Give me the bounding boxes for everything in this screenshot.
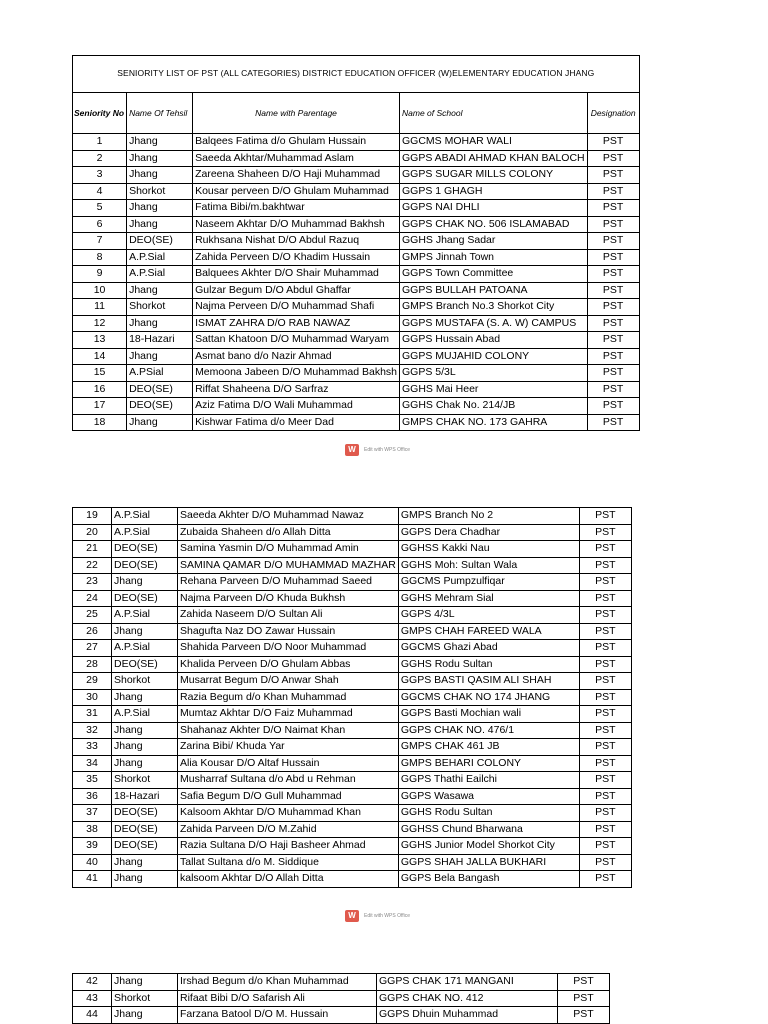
cell-seniority-no: 23 — [73, 574, 112, 591]
cell-seniority-no: 14 — [73, 348, 127, 365]
cell-designation: PST — [579, 805, 631, 822]
cell-school: GGPS Town Committee — [400, 266, 588, 283]
cell-school: GMPS CHAK 461 JB — [398, 739, 579, 756]
cell-seniority-no: 24 — [73, 590, 112, 607]
table-row — [73, 233, 640, 250]
cell-seniority-no: 16 — [73, 381, 127, 398]
wps-watermark-1 — [345, 444, 410, 456]
cell-designation: PST — [579, 722, 631, 739]
cell-designation: PST — [579, 656, 631, 673]
cell-tehsil: A.P.Sial — [127, 266, 193, 283]
cell-school: GGPS BASTI QASIM ALI SHAH — [398, 673, 579, 690]
table-row — [73, 871, 632, 888]
cell-seniority-no: 7 — [73, 233, 127, 250]
cell-tehsil: Jhang — [112, 722, 178, 739]
cell-designation: PST — [579, 871, 631, 888]
table-row — [73, 167, 640, 184]
cell-tehsil: DEO(SE) — [112, 590, 178, 607]
cell-name: Saeeda Akhtar/Muhammad Aslam — [193, 150, 400, 167]
table-row — [73, 739, 632, 756]
table-header-row — [73, 93, 640, 134]
cell-designation: PST — [579, 541, 631, 558]
table-row — [73, 414, 640, 431]
cell-seniority-no: 40 — [73, 854, 112, 871]
cell-seniority-no: 13 — [73, 332, 127, 349]
cell-name: Riffat Shaheena D/O Sarfraz — [193, 381, 400, 398]
cell-tehsil: 18-Hazari — [127, 332, 193, 349]
table-row — [73, 772, 632, 789]
table-row — [73, 722, 632, 739]
cell-seniority-no: 36 — [73, 788, 112, 805]
table-row — [73, 640, 632, 657]
cell-seniority-no: 35 — [73, 772, 112, 789]
cell-tehsil: DEO(SE) — [112, 821, 178, 838]
table-row — [73, 365, 640, 382]
table-row — [73, 541, 632, 558]
cell-school: GMPS Branch No.3 Shorkot City — [400, 299, 588, 316]
cell-designation: PST — [587, 299, 639, 316]
table-row — [73, 821, 632, 838]
cell-name: Asmat bano d/o Nazir Ahmad — [193, 348, 400, 365]
cell-tehsil: A.PSial — [127, 365, 193, 382]
cell-name: Aziz Fatima D/O Wali Muhammad — [193, 398, 400, 415]
cell-designation: PST — [587, 216, 639, 233]
cell-school: GGHS Rodu Sultan — [398, 656, 579, 673]
cell-tehsil: Jhang — [112, 689, 178, 706]
table-row — [73, 689, 632, 706]
cell-name: Zahida Perveen D/O Khadim Hussain — [193, 249, 400, 266]
cell-school: GGCMS CHAK NO 174 JHANG — [398, 689, 579, 706]
cell-school: GGPS Wasawa — [398, 788, 579, 805]
cell-designation: PST — [579, 689, 631, 706]
cell-school: GGPS Hussain Abad — [400, 332, 588, 349]
cell-designation: PST — [587, 381, 639, 398]
cell-designation: PST — [587, 249, 639, 266]
cell-tehsil: Jhang — [112, 574, 178, 591]
table-row — [73, 1007, 610, 1024]
table-row — [73, 524, 632, 541]
table-row — [73, 508, 632, 525]
cell-tehsil: Shorkot — [112, 673, 178, 690]
table-row — [73, 607, 632, 624]
cell-tehsil: A.P.Sial — [112, 508, 178, 525]
seniority-table-block-3 — [72, 973, 610, 1024]
cell-school: GGHS Junior Model Shorkot City — [398, 838, 579, 855]
table-row — [73, 398, 640, 415]
cell-tehsil: Jhang — [127, 216, 193, 233]
cell-designation: PST — [587, 200, 639, 217]
cell-designation: PST — [579, 623, 631, 640]
cell-name: Irshad Begum d/o Khan Muhammad — [178, 974, 377, 991]
cell-seniority-no: 44 — [73, 1007, 112, 1024]
cell-tehsil: A.P.Sial — [112, 524, 178, 541]
table-row — [73, 755, 632, 772]
cell-designation: PST — [587, 414, 639, 431]
cell-name: Balquees Akhter D/O Shair Muhammad — [193, 266, 400, 283]
cell-designation: PST — [579, 706, 631, 723]
cell-name: Zubaida Shaheen d/o Allah Ditta — [178, 524, 399, 541]
table-row — [73, 249, 640, 266]
cell-name: Rehana Parveen D/O Muhammad Saeed — [178, 574, 399, 591]
table-row — [73, 974, 610, 991]
cell-name: Najma Perveen D/O Muhammad Shafi — [193, 299, 400, 316]
table-row — [73, 838, 632, 855]
cell-seniority-no: 31 — [73, 706, 112, 723]
cell-designation: PST — [587, 266, 639, 283]
watermark-text: Edit with WPS Office — [364, 913, 411, 919]
cell-seniority-no: 33 — [73, 739, 112, 756]
cell-name: Razia Sultana D/O Haji Basheer Ahmad — [178, 838, 399, 855]
cell-name: Balqees Fatima d/o Ghulam Hussain — [193, 134, 400, 151]
cell-seniority-no: 27 — [73, 640, 112, 657]
cell-tehsil: DEO(SE) — [127, 398, 193, 415]
table-row — [73, 557, 632, 574]
cell-school: GGHS Chak No. 214/JB — [400, 398, 588, 415]
cell-tehsil: DEO(SE) — [127, 381, 193, 398]
cell-tehsil: Jhang — [127, 414, 193, 431]
cell-designation: PST — [558, 1007, 610, 1024]
cell-designation: PST — [579, 590, 631, 607]
wps-office-icon: W — [345, 910, 359, 922]
cell-seniority-no: 5 — [73, 200, 127, 217]
cell-tehsil: DEO(SE) — [112, 656, 178, 673]
cell-tehsil: DEO(SE) — [112, 805, 178, 822]
cell-seniority-no: 42 — [73, 974, 112, 991]
cell-tehsil: A.P.Sial — [112, 607, 178, 624]
cell-school: GGHS Moh: Sultan Wala — [398, 557, 579, 574]
cell-designation: PST — [579, 574, 631, 591]
table-title: SENIORITY LIST OF PST (ALL CATEGORIES) DISTRICT EDUCATION OFFICER (W)ELEMENTARY EDUCATION JHANG — [73, 56, 640, 93]
cell-school: GGPS Dera Chadhar — [398, 524, 579, 541]
cell-seniority-no: 12 — [73, 315, 127, 332]
cell-school: GGHS Jhang Sadar — [400, 233, 588, 250]
cell-seniority-no: 6 — [73, 216, 127, 233]
cell-name: Kousar perveen D/O Ghulam Muhammad — [193, 183, 400, 200]
cell-designation: PST — [579, 739, 631, 756]
cell-designation: PST — [587, 167, 639, 184]
watermark-text: Edit with WPS Office — [364, 447, 411, 453]
cell-school: GGCMS Pumpzulfiqar — [398, 574, 579, 591]
cell-seniority-no: 26 — [73, 623, 112, 640]
cell-name: Farzana Batool D/O M. Hussain — [178, 1007, 377, 1024]
cell-name: Zahida Parveen D/O M.Zahid — [178, 821, 399, 838]
cell-seniority-no: 4 — [73, 183, 127, 200]
cell-name: Tallat Sultana d/o M. Siddique — [178, 854, 399, 871]
cell-name: kalsoom Akhtar D/O Allah Ditta — [178, 871, 399, 888]
cell-tehsil: Jhang — [112, 755, 178, 772]
table-row — [73, 299, 640, 316]
cell-seniority-no: 19 — [73, 508, 112, 525]
cell-designation: PST — [579, 821, 631, 838]
cell-name: Rukhsana Nishat D/O Abdul Razuq — [193, 233, 400, 250]
cell-school: GGPS 5/3L — [400, 365, 588, 382]
cell-tehsil: Shorkot — [112, 772, 178, 789]
cell-tehsil: Jhang — [127, 282, 193, 299]
table-row — [73, 216, 640, 233]
header-name: Name with Parentage — [193, 93, 400, 134]
wps-office-icon: W — [345, 444, 359, 456]
cell-tehsil: 18-Hazari — [112, 788, 178, 805]
cell-school: GGPS CHAK 171 MANGANI — [377, 974, 558, 991]
cell-school: GGHS Mai Heer — [400, 381, 588, 398]
table-row — [73, 854, 632, 871]
cell-seniority-no: 2 — [73, 150, 127, 167]
cell-tehsil: Jhang — [112, 871, 178, 888]
cell-name: Kalsoom Akhtar D/O Muhammad Khan — [178, 805, 399, 822]
header-tehsil: Name Of Tehsil — [127, 93, 193, 134]
cell-tehsil: Shorkot — [127, 299, 193, 316]
cell-name: Mumtaz Akhtar D/O Faiz Muhammad — [178, 706, 399, 723]
cell-seniority-no: 29 — [73, 673, 112, 690]
cell-school: GGPS MUSTAFA (S. A. W) CAMPUS — [400, 315, 588, 332]
header-designation: Designation — [587, 93, 639, 134]
cell-tehsil: DEO(SE) — [112, 541, 178, 558]
wps-watermark-2 — [345, 910, 410, 922]
cell-seniority-no: 9 — [73, 266, 127, 283]
cell-seniority-no: 21 — [73, 541, 112, 558]
table-row — [73, 656, 632, 673]
cell-seniority-no: 28 — [73, 656, 112, 673]
table-row — [73, 282, 640, 299]
cell-school: GGHSS Kakki Nau — [398, 541, 579, 558]
cell-name: Samina Yasmin D/O Muhammad Amin — [178, 541, 399, 558]
cell-seniority-no: 25 — [73, 607, 112, 624]
cell-seniority-no: 1 — [73, 134, 127, 151]
cell-name: Musarrat Begum D/O Anwar Shah — [178, 673, 399, 690]
cell-name: Alia Kousar D/O Altaf Hussain — [178, 755, 399, 772]
cell-designation: PST — [579, 838, 631, 855]
cell-name: Shagufta Naz DO Zawar Hussain — [178, 623, 399, 640]
cell-school: GGPS 4/3L — [398, 607, 579, 624]
table-row — [73, 381, 640, 398]
cell-tehsil: Shorkot — [112, 990, 178, 1007]
cell-school: GGPS 1 GHAGH — [400, 183, 588, 200]
cell-designation: PST — [579, 607, 631, 624]
cell-school: GGHSS Chund Bharwana — [398, 821, 579, 838]
cell-seniority-no: 38 — [73, 821, 112, 838]
cell-school: GGPS Dhuin Muhammad — [377, 1007, 558, 1024]
cell-seniority-no: 39 — [73, 838, 112, 855]
cell-designation: PST — [579, 788, 631, 805]
cell-school: GMPS CHAH FAREED WALA — [398, 623, 579, 640]
cell-name: Razia Begum d/o Khan Muhammad — [178, 689, 399, 706]
cell-school: GGPS Bela Bangash — [398, 871, 579, 888]
cell-school: GGPS Thathi Eailchi — [398, 772, 579, 789]
cell-tehsil: Jhang — [112, 974, 178, 991]
cell-tehsil: Jhang — [112, 739, 178, 756]
table-row — [73, 805, 632, 822]
cell-school: GMPS BEHARI COLONY — [398, 755, 579, 772]
table-row — [73, 332, 640, 349]
cell-tehsil: Jhang — [127, 134, 193, 151]
cell-tehsil: DEO(SE) — [112, 838, 178, 855]
cell-seniority-no: 37 — [73, 805, 112, 822]
cell-school: GGPS CHAK NO. 412 — [377, 990, 558, 1007]
cell-name: Sattan Khatoon D/O Muhammad Waryam — [193, 332, 400, 349]
cell-seniority-no: 43 — [73, 990, 112, 1007]
cell-name: Najma Parveen D/O Khuda Bukhsh — [178, 590, 399, 607]
table-row — [73, 590, 632, 607]
cell-tehsil: DEO(SE) — [112, 557, 178, 574]
cell-seniority-no: 10 — [73, 282, 127, 299]
table-row — [73, 266, 640, 283]
cell-school: GGPS CHAK NO. 506 ISLAMABAD — [400, 216, 588, 233]
cell-name: Rifaat Bibi D/O Safarish Ali — [178, 990, 377, 1007]
cell-designation: PST — [579, 854, 631, 871]
cell-school: GGPS BULLAH PATOANA — [400, 282, 588, 299]
cell-designation: PST — [558, 974, 610, 991]
cell-designation: PST — [587, 398, 639, 415]
cell-name: Zahida Naseem D/O Sultan Ali — [178, 607, 399, 624]
cell-seniority-no: 17 — [73, 398, 127, 415]
cell-seniority-no: 18 — [73, 414, 127, 431]
cell-tehsil: Jhang — [112, 623, 178, 640]
cell-tehsil: A.P.Sial — [112, 706, 178, 723]
cell-name: Zareena Shaheen D/O Haji Muhammad — [193, 167, 400, 184]
cell-designation: PST — [579, 640, 631, 657]
cell-name: Musharraf Sultana d/o Abd u Rehman — [178, 772, 399, 789]
table-row — [73, 315, 640, 332]
table-row — [73, 673, 632, 690]
cell-name: ISMAT ZAHRA D/O RAB NAWAZ — [193, 315, 400, 332]
cell-name: Shahida Parveen D/O Noor Muhammad — [178, 640, 399, 657]
table-row — [73, 623, 632, 640]
cell-name: Naseem Akhtar D/O Muhammad Bakhsh — [193, 216, 400, 233]
cell-school: GGPS NAI DHLI — [400, 200, 588, 217]
cell-name: Saeeda Akhter D/O Muhammad Nawaz — [178, 508, 399, 525]
cell-designation: PST — [587, 315, 639, 332]
cell-name: Zarina Bibi/ Khuda Yar — [178, 739, 399, 756]
cell-seniority-no: 15 — [73, 365, 127, 382]
cell-tehsil: Shorkot — [127, 183, 193, 200]
cell-school: GGPS SHAH JALLA BUKHARI — [398, 854, 579, 871]
cell-name: Gulzar Begum D/O Abdul Ghaffar — [193, 282, 400, 299]
cell-tehsil: Jhang — [127, 315, 193, 332]
table-row — [73, 134, 640, 151]
cell-school: GMPS Jinnah Town — [400, 249, 588, 266]
cell-designation: PST — [579, 557, 631, 574]
cell-designation: PST — [558, 990, 610, 1007]
cell-seniority-no: 22 — [73, 557, 112, 574]
cell-name: Shahanaz Akhter D/O Naimat Khan — [178, 722, 399, 739]
header-school: Name of School — [400, 93, 588, 134]
cell-seniority-no: 41 — [73, 871, 112, 888]
cell-school: GGPS CHAK NO. 476/1 — [398, 722, 579, 739]
cell-school: GGPS MUJAHID COLONY — [400, 348, 588, 365]
cell-tehsil: Jhang — [127, 150, 193, 167]
cell-designation: PST — [587, 332, 639, 349]
cell-designation: PST — [587, 348, 639, 365]
cell-school: GGHS Mehram Sial — [398, 590, 579, 607]
cell-designation: PST — [579, 673, 631, 690]
cell-seniority-no: 8 — [73, 249, 127, 266]
cell-name: Fatima Bibi/m.bakhtwar — [193, 200, 400, 217]
table-row — [73, 706, 632, 723]
table-row — [73, 150, 640, 167]
cell-designation: PST — [587, 183, 639, 200]
table-row — [73, 348, 640, 365]
seniority-table-block-2 — [72, 507, 632, 888]
cell-designation: PST — [587, 282, 639, 299]
cell-designation: PST — [579, 772, 631, 789]
cell-name: Khalida Perveen D/O Ghulam Abbas — [178, 656, 399, 673]
cell-seniority-no: 32 — [73, 722, 112, 739]
cell-designation: PST — [587, 233, 639, 250]
cell-school: GGCMS Ghazi Abad — [398, 640, 579, 657]
cell-tehsil: DEO(SE) — [127, 233, 193, 250]
seniority-table-block-1 — [72, 55, 640, 431]
table-row — [73, 990, 610, 1007]
header-seniority-no: Seniority No — [73, 93, 127, 134]
cell-tehsil: Jhang — [112, 1007, 178, 1024]
cell-designation: PST — [579, 508, 631, 525]
cell-school: GGPS SUGAR MILLS COLONY — [400, 167, 588, 184]
table-row — [73, 788, 632, 805]
cell-seniority-no: 30 — [73, 689, 112, 706]
cell-tehsil: Jhang — [127, 348, 193, 365]
cell-designation: PST — [587, 365, 639, 382]
cell-seniority-no: 3 — [73, 167, 127, 184]
cell-name: SAMINA QAMAR D/O MUHAMMAD MAZHAR — [178, 557, 399, 574]
cell-name: Safia Begum D/O Gull Muhammad — [178, 788, 399, 805]
cell-designation: PST — [579, 524, 631, 541]
cell-designation: PST — [587, 150, 639, 167]
cell-school: GGPS ABADI AHMAD KHAN BALOCH — [400, 150, 588, 167]
cell-tehsil: A.P.Sial — [112, 640, 178, 657]
table-row — [73, 574, 632, 591]
cell-tehsil: Jhang — [112, 854, 178, 871]
cell-tehsil: Jhang — [127, 167, 193, 184]
cell-name: Kishwar Fatima d/o Meer Dad — [193, 414, 400, 431]
cell-school: GGCMS MOHAR WALI — [400, 134, 588, 151]
cell-name: Memoona Jabeen D/O Muhammad Bakhsh — [193, 365, 400, 382]
cell-school: GGPS Basti Mochian wali — [398, 706, 579, 723]
cell-school: GMPS CHAK NO. 173 GAHRA — [400, 414, 588, 431]
cell-designation: PST — [579, 755, 631, 772]
table-row — [73, 200, 640, 217]
cell-tehsil: Jhang — [127, 200, 193, 217]
cell-seniority-no: 34 — [73, 755, 112, 772]
cell-seniority-no: 11 — [73, 299, 127, 316]
cell-seniority-no: 20 — [73, 524, 112, 541]
cell-school: GMPS Branch No 2 — [398, 508, 579, 525]
cell-tehsil: A.P.Sial — [127, 249, 193, 266]
cell-school: GGHS Rodu Sultan — [398, 805, 579, 822]
table-row — [73, 183, 640, 200]
cell-designation: PST — [587, 134, 639, 151]
